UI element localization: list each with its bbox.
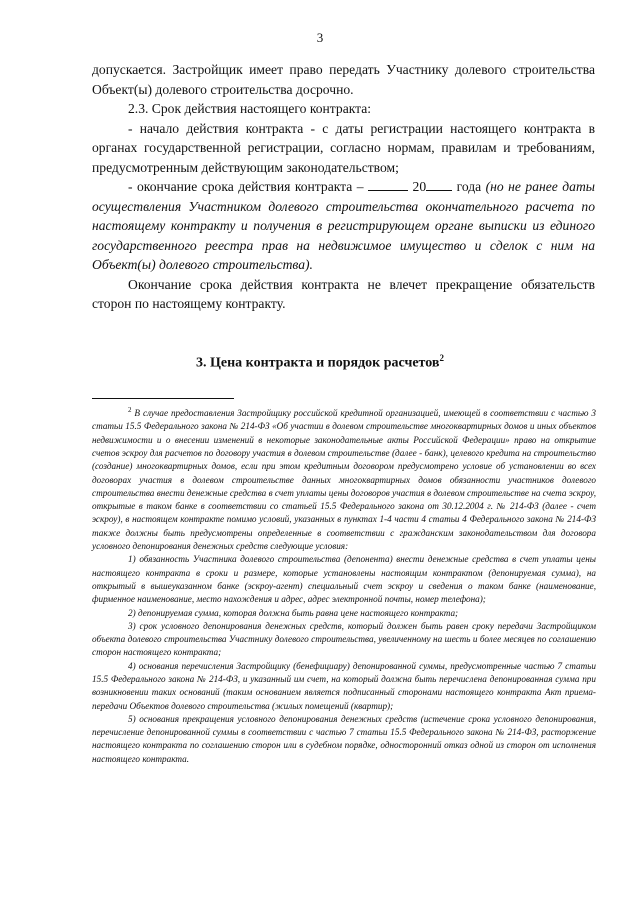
- section-3-heading: [0, 353, 640, 372]
- section-3-title: 3. Цена контракта и порядок расчетов: [196, 355, 440, 371]
- year-prefix: 20: [412, 179, 427, 194]
- paragraph-early-transfer: допускается. Застройщик имеет право передать Участнику долевого строительства Объект(ы) долевого строительства досрочно.: [92, 62, 595, 97]
- clause-2-3-title: 2.3. Срок действия настоящего контракта:: [128, 101, 372, 116]
- footnote-reference: 2: [439, 353, 444, 363]
- footnote-item: 2) депонируемая сумма, которая должна быть равна цене настоящего контракта;: [128, 607, 459, 618]
- footnote-item: 3) срок условного депонирования денежных средств, который должен быть равен сроку передачи Застройщиком объекта долевого строительства Участнику долевого строительства, увеличенному на шесть и более месяцев по соглашению сторон настоящего контракта;: [92, 620, 596, 658]
- footnote-item: 5) основания прекращения условного депонирования денежных средств (истечение срока условного депонирования, перечисление депонированной суммы в соответствии с частью 7 статьи 15.5 Федерального закона № 214-ФЗ, расторжение настоящего контракта по соглашению сторон или в судебном порядке, односторонний отказ одной из сторон от исполнения настоящего контракта.: [92, 713, 596, 764]
- year-suffix: года: [456, 179, 482, 194]
- day-blank: [368, 179, 408, 191]
- footnote: [92, 404, 596, 766]
- footnote-item: 4) основания перечисления Застройщику (бенефициару) депонированной суммы, предусмотренные частью 7 статьи 15.5 Федерального закона № 214-ФЗ, и указанный им счет, на который должна быть перечислена депонированная сумма при возникновении таких оснований (таким основанием является подписанный сторонами настоящего контракта Акт приема-передачи Объектов долевого строительства (жилых помещений (квартир);: [92, 660, 596, 711]
- paragraph-closing: Окончание срока действия контракта не влечет прекращение обязательств сторон по настоящему контракту.: [92, 276, 595, 311]
- footnote-intro: [92, 404, 596, 553]
- clause-end-term: [92, 177, 595, 275]
- body-text: [92, 60, 595, 314]
- footnote-intro-text: В случае предоставления Застройщику российской кредитной организацией, имеющей в соответствии с частью 3 статьи 15.5 Федерального закона № 214-ФЗ «Об участии в долевом строительстве многоквартирных домов и иных объектов недвижимости и о внесении изменений в некоторые законодательные акты Российской Федерации» право на открытие счетов эскроу для расчетов по договору участия в долевом строительстве (далее - банк), целевого кредита на строительство (создание) многоквартирных домов, если при этом кредитным договором предусмотрено условие об установлении во всех договорах участия в долевом строительстве данных многоквартирных домов обязанности участников долевого строительства внести денежные средства в счет уплаты цены договоров участия в долевом строительстве на счета эскроу, открытые в таком банке в соответствии со статьей 15.5 Федерального закона от 30.12.2004 г. № 214-ФЗ (далее - счет эскроу), в настоящем контракте помимо условий, указанных в пунктах 1-4 части 4 статьи 4 Федерального закона № 214-ФЗ также должны быть предусмотрены определенные в соответствии с гражданским законодательством для договора условного депонирования денежных средств следующие условия:: [92, 408, 597, 552]
- footnote-divider: [92, 398, 234, 399]
- end-term-lead: - окончание срока действия контракта –: [128, 179, 364, 194]
- footnote-item: 1) обязанность Участника долевого строительства (депонента) внести денежные средства в счет уплаты цены настоящего контракта в сроки и размере, которые установлены настоящим контрактом (депонируемая сумма), на открытый в вышеуказанном банке (эскроу-агент) специальный счет эскроу и сведения о таком банке (наименование, фирменное наименование, место нахождения и адрес, адрес электронной почты, номер телефона);: [92, 554, 596, 605]
- end-term-condition: (но не ранее даты осуществления Участником долевого строительства окончательного расчета по настоящему контракту и получения в регистрирующем органе выписки из единого государственного реестра прав на недвижимое имущество и сделок с ним на Объект(ы) долевого строительства).: [92, 179, 595, 272]
- footnote-marker: 2: [128, 406, 132, 414]
- year-blank: [426, 179, 452, 191]
- page-number: 3: [316, 30, 324, 45]
- clause-start-term: - начало действия контракта - с даты регистрации настоящего контракта в органах государственной регистрации, согласно нормам, правилам и требованиям, предусмотренным действующим законодательством;: [92, 120, 595, 175]
